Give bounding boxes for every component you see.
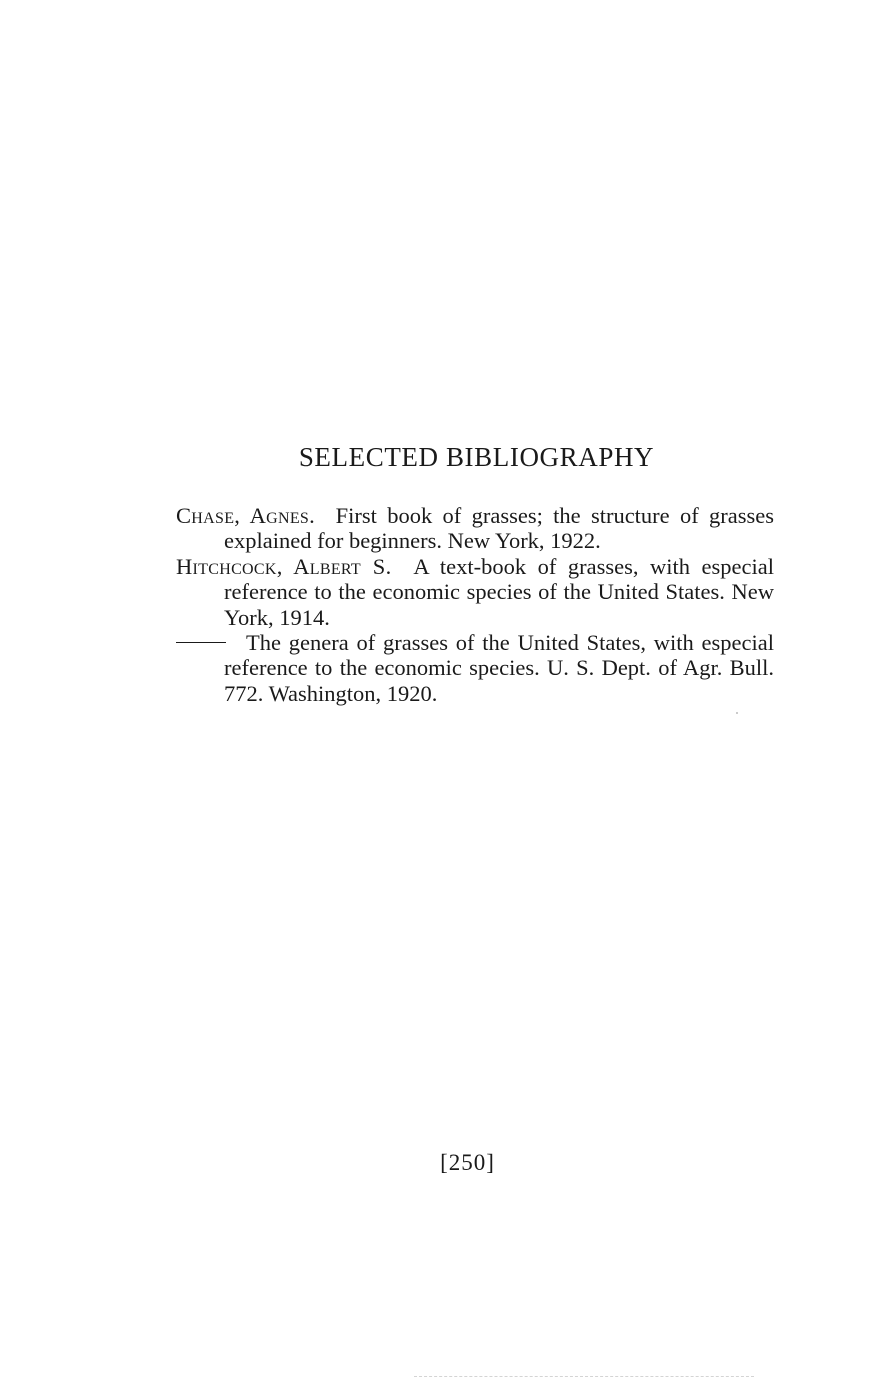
scan-edge-line <box>414 1376 754 1377</box>
paper-speck <box>736 712 738 714</box>
entry-text: The genera of grasses of the United States, with especial reference to the economic species. U. S. Dept. of Agr. Bull. 772. Washington, 1920. <box>224 630 774 706</box>
bibliography-entry <box>176 554 774 630</box>
entry-text: A text-book of grasses, with especial reference to the economic species of the United States. New York, 1914. <box>224 553 774 630</box>
bibliography-list <box>176 503 774 706</box>
entry-text: First book of grasses; the structure of grasses explained for beginners. New York, 1922. <box>224 503 775 554</box>
page-number: [250] <box>440 1150 495 1175</box>
page-title: SELECTED BIBLIOGRAPHY <box>298 442 655 472</box>
bibliography-entry <box>176 503 774 554</box>
entry-author: Hitchcock, Albert S. <box>176 553 392 579</box>
ditto-dash <box>176 642 226 643</box>
entry-author: Chase, Agnes. <box>176 503 316 528</box>
bibliography-entry <box>176 630 774 706</box>
